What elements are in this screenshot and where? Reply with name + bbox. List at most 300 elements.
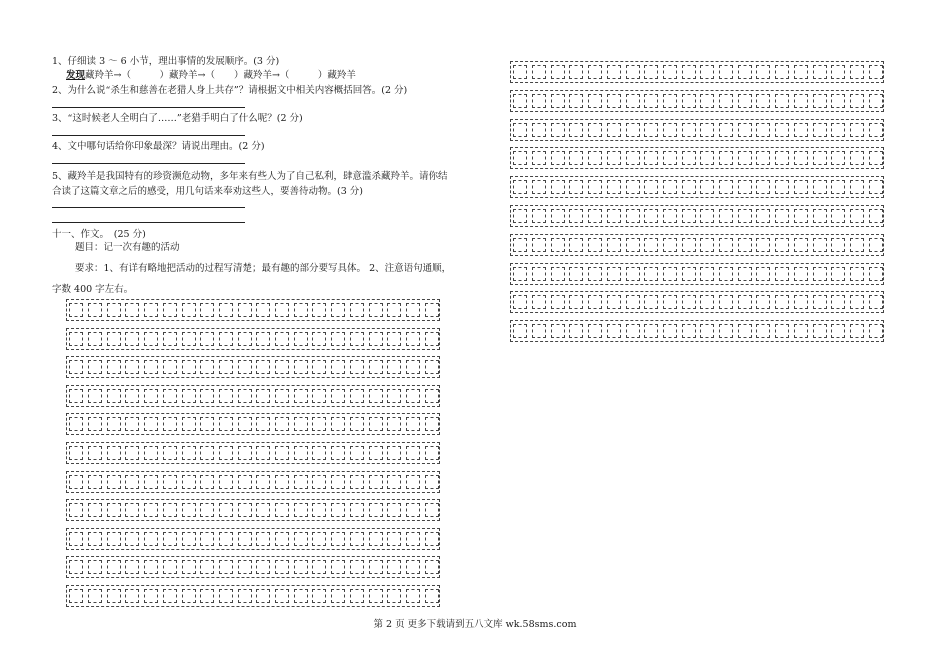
grid-cell[interactable]	[775, 94, 789, 108]
grid-cell[interactable]	[425, 303, 439, 317]
grid-cell[interactable]	[532, 295, 546, 309]
grid-cell[interactable]	[350, 332, 364, 346]
grid-cell[interactable]	[644, 324, 658, 338]
grid-cell[interactable]	[513, 94, 527, 108]
grid-cell[interactable]	[850, 324, 864, 338]
grid-cell[interactable]	[387, 475, 401, 489]
grid-cell[interactable]	[532, 209, 546, 223]
grid-cell[interactable]	[294, 389, 308, 403]
grid-cell[interactable]	[738, 123, 752, 137]
grid-cell[interactable]	[69, 360, 83, 374]
grid-cell[interactable]	[794, 180, 808, 194]
grid-cell[interactable]	[200, 389, 214, 403]
grid-row[interactable]	[66, 299, 440, 321]
grid-cell[interactable]	[256, 532, 270, 546]
grid-cell[interactable]	[425, 503, 439, 517]
grid-cell[interactable]	[719, 267, 733, 281]
grid-row[interactable]	[510, 263, 884, 285]
grid-cell[interactable]	[238, 589, 252, 603]
grid-cell[interactable]	[663, 238, 677, 252]
grid-cell[interactable]	[425, 389, 439, 403]
grid-cell[interactable]	[551, 94, 565, 108]
grid-cell[interactable]	[738, 295, 752, 309]
answer-line-5a[interactable]	[52, 207, 245, 208]
grid-cell[interactable]	[850, 94, 864, 108]
grid-cell[interactable]	[425, 532, 439, 546]
answer-line-4[interactable]	[52, 163, 245, 164]
grid-cell[interactable]	[532, 94, 546, 108]
grid-cell[interactable]	[831, 180, 845, 194]
grid-cell[interactable]	[644, 238, 658, 252]
grid-cell[interactable]	[756, 209, 770, 223]
grid-cell[interactable]	[200, 503, 214, 517]
grid-cell[interactable]	[756, 123, 770, 137]
grid-cell[interactable]	[682, 94, 696, 108]
grid-cell[interactable]	[182, 332, 196, 346]
grid-cell[interactable]	[107, 589, 121, 603]
grid-cell[interactable]	[513, 324, 527, 338]
grid-cell[interactable]	[88, 417, 102, 431]
grid-cell[interactable]	[663, 65, 677, 79]
grid-row[interactable]	[66, 585, 440, 607]
grid-cell[interactable]	[182, 360, 196, 374]
grid-cell[interactable]	[387, 303, 401, 317]
grid-cell[interactable]	[644, 209, 658, 223]
grid-cell[interactable]	[513, 123, 527, 137]
grid-cell[interactable]	[219, 303, 233, 317]
grid-cell[interactable]	[700, 180, 714, 194]
grid-cell[interactable]	[513, 65, 527, 79]
grid-row[interactable]	[510, 61, 884, 83]
grid-row[interactable]	[66, 413, 440, 435]
grid-cell[interactable]	[719, 324, 733, 338]
grid-cell[interactable]	[831, 238, 845, 252]
grid-cell[interactable]	[294, 446, 308, 460]
grid-cell[interactable]	[125, 360, 139, 374]
grid-cell[interactable]	[869, 65, 883, 79]
grid-cell[interactable]	[200, 560, 214, 574]
grid-cell[interactable]	[125, 446, 139, 460]
grid-cell[interactable]	[813, 324, 827, 338]
grid-cell[interactable]	[719, 295, 733, 309]
grid-cell[interactable]	[125, 475, 139, 489]
grid-cell[interactable]	[644, 65, 658, 79]
grid-cell[interactable]	[831, 123, 845, 137]
grid-cell[interactable]	[200, 332, 214, 346]
grid-cell[interactable]	[663, 324, 677, 338]
grid-cell[interactable]	[719, 151, 733, 165]
grid-cell[interactable]	[756, 65, 770, 79]
grid-cell[interactable]	[626, 180, 640, 194]
grid-cell[interactable]	[682, 295, 696, 309]
grid-cell[interactable]	[350, 475, 364, 489]
grid-cell[interactable]	[294, 589, 308, 603]
grid-row[interactable]	[510, 147, 884, 169]
grid-cell[interactable]	[719, 65, 733, 79]
grid-cell[interactable]	[738, 209, 752, 223]
grid-cell[interactable]	[312, 503, 326, 517]
grid-cell[interactable]	[850, 209, 864, 223]
grid-cell[interactable]	[869, 267, 883, 281]
grid-cell[interactable]	[406, 446, 420, 460]
grid-cell[interactable]	[256, 360, 270, 374]
grid-cell[interactable]	[182, 417, 196, 431]
grid-cell[interactable]	[331, 446, 345, 460]
grid-cell[interactable]	[775, 65, 789, 79]
grid-cell[interactable]	[700, 94, 714, 108]
grid-cell[interactable]	[163, 589, 177, 603]
grid-cell[interactable]	[569, 209, 583, 223]
grid-cell[interactable]	[569, 238, 583, 252]
grid-cell[interactable]	[238, 560, 252, 574]
grid-cell[interactable]	[163, 389, 177, 403]
grid-cell[interactable]	[369, 532, 383, 546]
grid-cell[interactable]	[69, 389, 83, 403]
grid-cell[interactable]	[626, 238, 640, 252]
grid-cell[interactable]	[369, 589, 383, 603]
grid-cell[interactable]	[275, 475, 289, 489]
grid-cell[interactable]	[663, 180, 677, 194]
grid-cell[interactable]	[331, 303, 345, 317]
grid-cell[interactable]	[312, 332, 326, 346]
grid-cell[interactable]	[719, 238, 733, 252]
grid-cell[interactable]	[69, 332, 83, 346]
grid-cell[interactable]	[869, 151, 883, 165]
grid-cell[interactable]	[144, 389, 158, 403]
grid-cell[interactable]	[125, 560, 139, 574]
grid-cell[interactable]	[532, 238, 546, 252]
grid-cell[interactable]	[719, 209, 733, 223]
grid-cell[interactable]	[69, 532, 83, 546]
grid-cell[interactable]	[756, 267, 770, 281]
grid-cell[interactable]	[869, 123, 883, 137]
grid-cell[interactable]	[682, 123, 696, 137]
grid-cell[interactable]	[163, 417, 177, 431]
grid-cell[interactable]	[850, 65, 864, 79]
grid-cell[interactable]	[813, 151, 827, 165]
grid-cell[interactable]	[738, 238, 752, 252]
grid-cell[interactable]	[312, 589, 326, 603]
grid-cell[interactable]	[107, 417, 121, 431]
grid-row[interactable]	[66, 385, 440, 407]
grid-cell[interactable]	[532, 65, 546, 79]
grid-cell[interactable]	[738, 151, 752, 165]
grid-cell[interactable]	[607, 94, 621, 108]
grid-cell[interactable]	[775, 324, 789, 338]
grid-cell[interactable]	[182, 475, 196, 489]
grid-cell[interactable]	[88, 532, 102, 546]
grid-cell[interactable]	[219, 532, 233, 546]
grid-cell[interactable]	[107, 446, 121, 460]
grid-cell[interactable]	[219, 360, 233, 374]
grid-cell[interactable]	[350, 532, 364, 546]
grid-cell[interactable]	[406, 360, 420, 374]
grid-cell[interactable]	[532, 123, 546, 137]
grid-cell[interactable]	[700, 238, 714, 252]
grid-cell[interactable]	[682, 267, 696, 281]
grid-cell[interactable]	[775, 267, 789, 281]
grid-cell[interactable]	[869, 238, 883, 252]
grid-cell[interactable]	[644, 267, 658, 281]
grid-cell[interactable]	[756, 94, 770, 108]
grid-cell[interactable]	[406, 532, 420, 546]
grid-cell[interactable]	[369, 417, 383, 431]
grid-row[interactable]	[510, 291, 884, 313]
grid-cell[interactable]	[182, 446, 196, 460]
grid-cell[interactable]	[831, 94, 845, 108]
grid-cell[interactable]	[869, 295, 883, 309]
grid-cell[interactable]	[406, 475, 420, 489]
grid-cell[interactable]	[369, 475, 383, 489]
grid-cell[interactable]	[182, 389, 196, 403]
grid-cell[interactable]	[387, 560, 401, 574]
grid-cell[interactable]	[350, 446, 364, 460]
grid-cell[interactable]	[756, 295, 770, 309]
grid-cell[interactable]	[163, 303, 177, 317]
grid-cell[interactable]	[256, 446, 270, 460]
grid-cell[interactable]	[387, 503, 401, 517]
grid-row[interactable]	[510, 320, 884, 342]
grid-cell[interactable]	[144, 446, 158, 460]
grid-cell[interactable]	[551, 238, 565, 252]
grid-cell[interactable]	[107, 360, 121, 374]
grid-cell[interactable]	[163, 560, 177, 574]
grid-cell[interactable]	[256, 303, 270, 317]
grid-row[interactable]	[66, 528, 440, 550]
grid-cell[interactable]	[312, 446, 326, 460]
grid-cell[interactable]	[532, 180, 546, 194]
grid-cell[interactable]	[331, 417, 345, 431]
grid-cell[interactable]	[869, 209, 883, 223]
grid-cell[interactable]	[682, 238, 696, 252]
grid-cell[interactable]	[387, 589, 401, 603]
grid-cell[interactable]	[182, 503, 196, 517]
grid-cell[interactable]	[551, 123, 565, 137]
grid-cell[interactable]	[607, 151, 621, 165]
grid-cell[interactable]	[406, 589, 420, 603]
grid-cell[interactable]	[775, 123, 789, 137]
grid-cell[interactable]	[607, 209, 621, 223]
grid-cell[interactable]	[88, 503, 102, 517]
grid-cell[interactable]	[125, 417, 139, 431]
grid-cell[interactable]	[331, 560, 345, 574]
grid-cell[interactable]	[644, 94, 658, 108]
grid-cell[interactable]	[88, 475, 102, 489]
grid-cell[interactable]	[275, 560, 289, 574]
grid-cell[interactable]	[513, 151, 527, 165]
grid-cell[interactable]	[682, 209, 696, 223]
grid-cell[interactable]	[794, 151, 808, 165]
grid-cell[interactable]	[813, 267, 827, 281]
grid-cell[interactable]	[275, 303, 289, 317]
grid-cell[interactable]	[551, 151, 565, 165]
grid-cell[interactable]	[513, 267, 527, 281]
grid-cell[interactable]	[607, 65, 621, 79]
grid-cell[interactable]	[588, 123, 602, 137]
grid-cell[interactable]	[513, 295, 527, 309]
grid-cell[interactable]	[69, 446, 83, 460]
grid-cell[interactable]	[163, 360, 177, 374]
answer-line-5b[interactable]	[52, 222, 245, 223]
grid-cell[interactable]	[238, 332, 252, 346]
grid-cell[interactable]	[238, 446, 252, 460]
grid-cell[interactable]	[163, 475, 177, 489]
grid-cell[interactable]	[551, 209, 565, 223]
grid-cell[interactable]	[869, 324, 883, 338]
grid-cell[interactable]	[331, 589, 345, 603]
grid-row[interactable]	[510, 90, 884, 112]
grid-cell[interactable]	[275, 332, 289, 346]
grid-cell[interactable]	[200, 417, 214, 431]
grid-cell[interactable]	[331, 503, 345, 517]
grid-cell[interactable]	[588, 267, 602, 281]
grid-cell[interactable]	[275, 503, 289, 517]
grid-cell[interactable]	[256, 389, 270, 403]
grid-cell[interactable]	[144, 360, 158, 374]
grid-cell[interactable]	[219, 389, 233, 403]
grid-cell[interactable]	[200, 446, 214, 460]
grid-cell[interactable]	[569, 267, 583, 281]
grid-cell[interactable]	[813, 94, 827, 108]
grid-cell[interactable]	[163, 532, 177, 546]
grid-cell[interactable]	[775, 295, 789, 309]
grid-cell[interactable]	[644, 295, 658, 309]
grid-cell[interactable]	[644, 180, 658, 194]
grid-cell[interactable]	[107, 303, 121, 317]
grid-cell[interactable]	[350, 560, 364, 574]
grid-cell[interactable]	[238, 475, 252, 489]
grid-cell[interactable]	[331, 475, 345, 489]
grid-cell[interactable]	[813, 238, 827, 252]
grid-row[interactable]	[66, 471, 440, 493]
grid-cell[interactable]	[256, 503, 270, 517]
grid-cell[interactable]	[775, 209, 789, 223]
grid-cell[interactable]	[794, 94, 808, 108]
grid-cell[interactable]	[425, 560, 439, 574]
grid-cell[interactable]	[182, 532, 196, 546]
grid-row[interactable]	[66, 328, 440, 350]
grid-cell[interactable]	[144, 303, 158, 317]
grid-cell[interactable]	[350, 417, 364, 431]
grid-cell[interactable]	[350, 589, 364, 603]
grid-cell[interactable]	[663, 94, 677, 108]
grid-cell[interactable]	[125, 332, 139, 346]
grid-cell[interactable]	[513, 180, 527, 194]
grid-cell[interactable]	[387, 332, 401, 346]
grid-cell[interactable]	[387, 360, 401, 374]
grid-cell[interactable]	[850, 180, 864, 194]
grid-cell[interactable]	[425, 332, 439, 346]
grid-cell[interactable]	[831, 295, 845, 309]
grid-cell[interactable]	[569, 151, 583, 165]
grid-cell[interactable]	[369, 503, 383, 517]
grid-cell[interactable]	[88, 332, 102, 346]
grid-cell[interactable]	[532, 267, 546, 281]
grid-cell[interactable]	[331, 332, 345, 346]
grid-cell[interactable]	[850, 238, 864, 252]
grid-cell[interactable]	[869, 94, 883, 108]
grid-cell[interactable]	[607, 238, 621, 252]
grid-cell[interactable]	[387, 532, 401, 546]
grid-cell[interactable]	[569, 94, 583, 108]
grid-cell[interactable]	[569, 123, 583, 137]
grid-cell[interactable]	[219, 503, 233, 517]
grid-cell[interactable]	[626, 267, 640, 281]
grid-cell[interactable]	[738, 65, 752, 79]
grid-cell[interactable]	[700, 65, 714, 79]
answer-line-3[interactable]	[52, 135, 245, 136]
grid-cell[interactable]	[831, 324, 845, 338]
grid-cell[interactable]	[238, 532, 252, 546]
grid-cell[interactable]	[775, 238, 789, 252]
grid-cell[interactable]	[312, 389, 326, 403]
grid-cell[interactable]	[387, 446, 401, 460]
grid-cell[interactable]	[163, 446, 177, 460]
grid-cell[interactable]	[369, 446, 383, 460]
grid-cell[interactable]	[813, 123, 827, 137]
grid-cell[interactable]	[719, 94, 733, 108]
grid-row[interactable]	[66, 499, 440, 521]
grid-cell[interactable]	[775, 151, 789, 165]
grid-cell[interactable]	[294, 503, 308, 517]
grid-cell[interactable]	[275, 360, 289, 374]
grid-cell[interactable]	[663, 123, 677, 137]
grid-cell[interactable]	[182, 560, 196, 574]
grid-cell[interactable]	[663, 295, 677, 309]
grid-row[interactable]	[66, 442, 440, 464]
grid-cell[interactable]	[756, 238, 770, 252]
grid-cell[interactable]	[588, 238, 602, 252]
grid-cell[interactable]	[588, 295, 602, 309]
grid-cell[interactable]	[738, 94, 752, 108]
grid-cell[interactable]	[369, 389, 383, 403]
grid-cell[interactable]	[719, 180, 733, 194]
grid-cell[interactable]	[406, 560, 420, 574]
grid-cell[interactable]	[626, 151, 640, 165]
grid-cell[interactable]	[144, 589, 158, 603]
answer-line-2[interactable]	[52, 107, 245, 108]
grid-cell[interactable]	[331, 389, 345, 403]
grid-cell[interactable]	[794, 295, 808, 309]
grid-cell[interactable]	[850, 295, 864, 309]
grid-row[interactable]	[510, 176, 884, 198]
grid-cell[interactable]	[219, 560, 233, 574]
grid-cell[interactable]	[756, 180, 770, 194]
grid-cell[interactable]	[850, 267, 864, 281]
grid-cell[interactable]	[200, 589, 214, 603]
grid-cell[interactable]	[238, 360, 252, 374]
grid-cell[interactable]	[350, 360, 364, 374]
grid-cell[interactable]	[569, 180, 583, 194]
grid-cell[interactable]	[607, 295, 621, 309]
grid-cell[interactable]	[794, 65, 808, 79]
grid-cell[interactable]	[756, 151, 770, 165]
grid-cell[interactable]	[682, 151, 696, 165]
grid-cell[interactable]	[813, 295, 827, 309]
grid-cell[interactable]	[144, 503, 158, 517]
grid-cell[interactable]	[256, 475, 270, 489]
grid-cell[interactable]	[663, 267, 677, 281]
grid-cell[interactable]	[125, 532, 139, 546]
grid-cell[interactable]	[294, 360, 308, 374]
grid-cell[interactable]	[219, 475, 233, 489]
grid-cell[interactable]	[831, 267, 845, 281]
grid-cell[interactable]	[275, 532, 289, 546]
grid-cell[interactable]	[107, 475, 121, 489]
grid-cell[interactable]	[588, 209, 602, 223]
grid-cell[interactable]	[256, 417, 270, 431]
grid-cell[interactable]	[163, 332, 177, 346]
